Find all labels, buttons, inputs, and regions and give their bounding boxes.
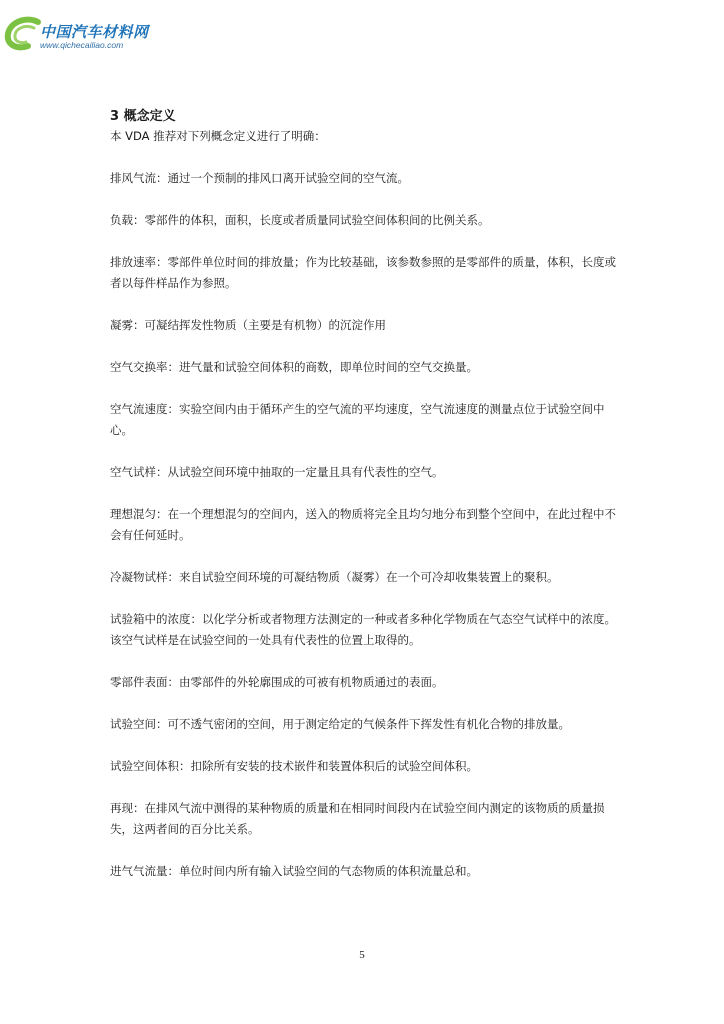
definition-paragraph: 试验空间：可不透气密闭的空间，用于测定给定的气候条件下挥发性有机化合物的排放量。 [110, 717, 570, 731]
page-number: 5 [359, 949, 365, 961]
definition-paragraph: 凝雾：可凝结挥发性物质（主要是有机物）的沉淀作用 [110, 318, 386, 332]
definition-paragraph: 空气流速度：实验空间内由于循环产生的空气流的平均速度，空气流速度的测量点位于试验空间中心。 [110, 402, 605, 437]
site-logo [4, 14, 154, 54]
definition-paragraph: 进气气流量：单位时间内所有输入试验空间的气态物质的体积流量总和。 [110, 864, 478, 878]
definition-paragraph: 再现：在排风气流中测得的某种物质的质量和在相同时间段内在试验空间内测定的该物质的质量损失，这两者间的百分比关系。 [110, 801, 605, 836]
definition-paragraph: 理想混匀：在一个理想混匀的空间内，送入的物质将完全且均匀地分布到整个空间中，在此过程中不会有任何延时。 [110, 507, 616, 542]
definition-paragraph: 试验空间体积：扣除所有安装的技术嵌件和装置体积后的试验空间体积。 [110, 759, 478, 773]
definition-paragraph: 零部件表面：由零部件的外轮廓围成的可被有机物质通过的表面。 [110, 675, 444, 689]
logo-swoosh-icon [4, 14, 44, 54]
definition-paragraph: 空气试样：从试验空间环境中抽取的一定量且具有代表性的空气。 [110, 465, 444, 479]
definition-paragraph: 试验箱中的浓度：以化学分析或者物理方法测定的一种或者多种化学物质在气态空气试样中的浓度。该空气试样是在试验空间的一处具有代表性的位置上取得的。 [110, 612, 616, 647]
definition-paragraph: 排风气流：通过一个预制的排风口离开试验空间的空气流。 [110, 171, 409, 185]
definition-paragraph: 排放速率：零部件单位时间的排放量；作为比较基础，该参数参照的是零部件的质量，体积，长度或者以每件样品作为参照。 [110, 255, 616, 290]
definition-paragraph: 负载：零部件的体积，面积，长度或者质量同试验空间体积间的比例关系。 [110, 213, 490, 227]
document-body [110, 108, 620, 903]
logo-name: 中国汽车材料网 [40, 23, 149, 41]
section-heading: 3 概念定义 [110, 109, 176, 124]
definition-paragraph: 冷凝物试样：来自试验空间环境的可凝结物质（凝雾）在一个可冷却收集装置上的聚积。 [110, 570, 559, 584]
section-intro: 本 VDA 推荐对下列概念定义进行了明确： [110, 129, 326, 143]
logo-url: www.qichecailiao.com [40, 40, 124, 50]
definition-paragraph: 空气交换率：进气量和试验空间体积的商数，即单位时间的空气交换量。 [110, 360, 478, 374]
